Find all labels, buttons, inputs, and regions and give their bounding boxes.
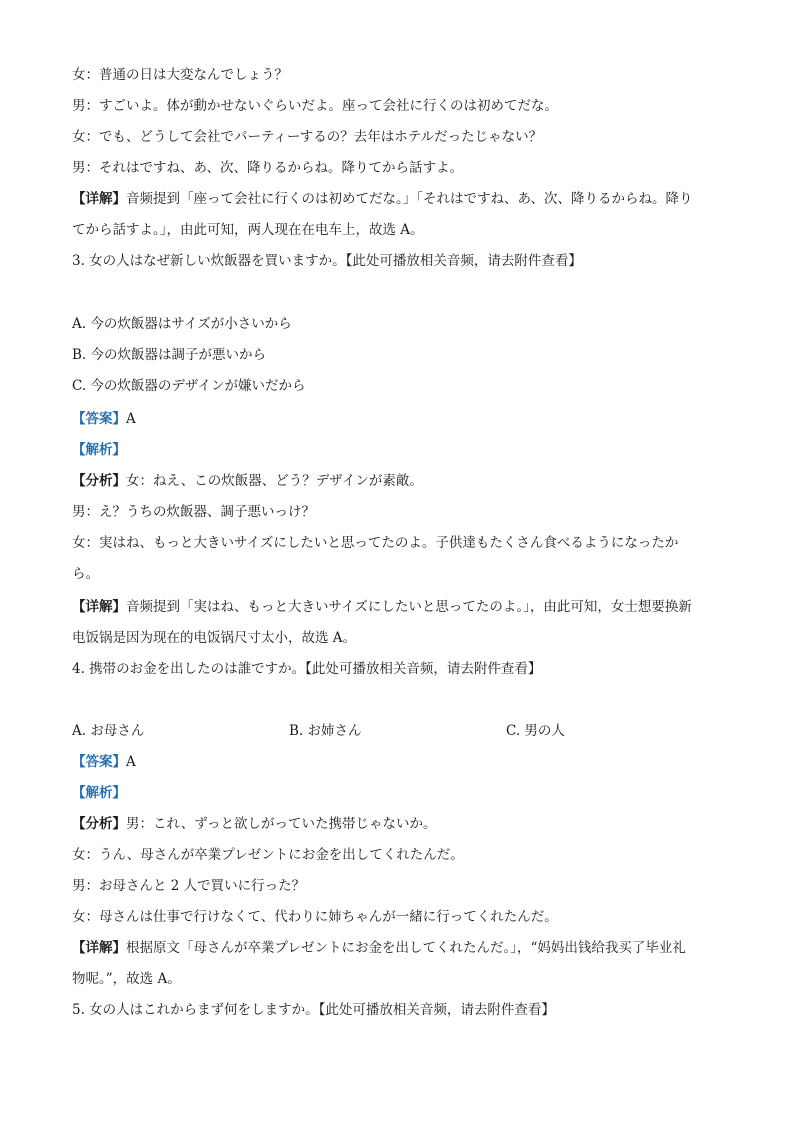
q4-question: 4. 携帯のお金を出したのは誰ですか。【此处可播放相关音频，请去附件查看】 (72, 661, 542, 677)
q3-analysis-label: 【解析】 (72, 442, 126, 458)
dialogue-line: ら。 (72, 566, 99, 582)
dialogue-line: 女：普通の日は大変なんでしょう？ (72, 67, 288, 83)
q4-detail-line1: 【详解】根据原文「母さんが卒業プレゼントにお金を出してくれたんだ。」，“妈妈出钱给我买了毕业礼 (72, 940, 686, 956)
q3-fenxi: 【分析】女：ねえ、この炊飯器、どう？デザインが素敵。 (72, 473, 423, 489)
q2-detail-line2: てから話すよ。」，由此可知，两人现在在电车上，故选 A。 (72, 222, 424, 238)
q3-option-b: B. 今の炊飯器は調子が悪いから (72, 347, 267, 363)
q3-option-a: A. 今の炊飯器はサイズが小さいから (72, 316, 292, 332)
dialogue-line: 女：実はね、もっと大きいサイズにしたいと思ってたのよ。子供達もたくさん食べるようになったか (72, 535, 679, 551)
dialogue-line: 男：え？うちの炊飯器、調子悪いっけ？ (72, 504, 315, 520)
detail-label: 【详解】 (72, 599, 126, 615)
detail-label: 【详解】 (72, 940, 126, 956)
q4-answer: 【答案】A (72, 754, 136, 770)
dialogue-line: 女：母さんは仕事で行けなくて、代わりに姉ちゃんが一緒に行ってくれたんだ。 (72, 909, 558, 925)
q3-detail-line2: 电饭锅是因为现在的电饭锅尺寸太小，故选 A。 (72, 630, 357, 646)
q4-option-c: C. 男の人 (506, 723, 565, 739)
q4-option-b: B. お姉さん (289, 723, 362, 739)
q4-analysis-label: 【解析】 (72, 785, 126, 801)
q5-question: 5. 女の人はこれからまず何をしますか。【此处可播放相关音频，请去附件查看】 (72, 1002, 555, 1018)
q4-fenxi: 【分析】男：これ、ずっと欲しがっていた携帯じゃないか。 (72, 816, 437, 832)
dialogue-line: 男：お母さんと 2 人で買いに行った？ (72, 878, 306, 894)
dialogue-line: 女：でも、どうして会社でパーティーするの？去年はホテルだったじゃない？ (72, 129, 543, 145)
q4-detail-line2: 物呢。”，故选 A。 (72, 971, 181, 987)
answer-label: 【答案】 (72, 411, 126, 427)
q2-detail-line1: 【详解】音频提到「座って会社に行くのは初めてだな。」「それはですね、あ、次、降りるからね。降り (72, 191, 693, 207)
q3-question: 3. 女の人はなぜ新しい炊飯器を買いますか。【此处可播放相关音频，请去附件查看】 (72, 253, 582, 269)
detail-label: 【详解】 (72, 191, 126, 207)
q4-option-a: A. お母さん (72, 723, 145, 739)
fenxi-label: 【分析】 (72, 816, 126, 832)
q3-option-c: C. 今の炊飯器のデザインが嫌いだから (72, 378, 306, 394)
q3-answer: 【答案】A (72, 411, 136, 427)
dialogue-line: 女：うん、母さんが卒業プレゼントにお金を出してくれたんだ。 (72, 847, 464, 863)
answer-label: 【答案】 (72, 754, 126, 770)
fenxi-label: 【分析】 (72, 473, 126, 489)
dialogue-line: 男：すごいよ。体が動かせないぐらいだよ。座って会社に行くのは初めてだな。 (72, 98, 558, 114)
q3-detail-line1: 【详解】音频提到「実はね、もっと大きいサイズにしたいと思ってたのよ。」，由此可知，女士想要换新 (72, 599, 692, 615)
dialogue-line: 男：それはですね、あ、次、降りるからね。降りてから話すよ。 (72, 160, 463, 176)
